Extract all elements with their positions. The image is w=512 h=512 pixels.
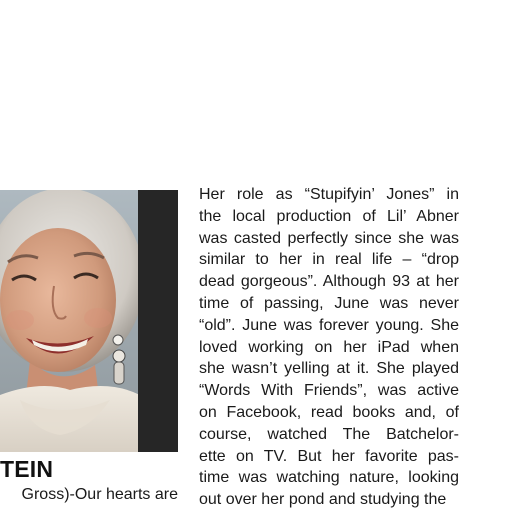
obituary-lead-text [0,484,178,506]
article-line-10: “Words With Friends”, was active [199,382,459,400]
photo-dark-frame [138,190,178,452]
article-line-11: on Facebook, read books and, of [199,403,459,421]
article-line-7: “old”. June was forever young. She [199,316,459,334]
article-line-4: similar to her in real life – “drop [199,251,459,269]
article-line-6: time of passing, June was never [199,294,459,312]
article-line-1: Her role as “Stupifyin’ Jones” in [199,186,459,203]
article-line-5: dead gorgeous”. Although 93 at her [199,273,459,291]
article-line-3: was casted perfectly since she was [199,229,459,247]
article-line-13: ette on TV. But her favorite pas- [199,447,459,465]
article-line-2: the local production of Lil’ Abner [199,207,459,225]
article-line-9: she wasn’t yelling at it. She played [199,360,459,378]
article-column [199,184,459,511]
article-line-8: loved working on her iPad when [199,338,459,356]
article-line-14: time was watching nature, looking [199,469,459,487]
article-line-15: out over her pond and studying the [199,491,447,509]
obituary-portrait-photo [0,190,140,452]
obituary-name-heading: TEIN [0,456,54,482]
article-line-12: course, watched The Batchelor- [199,425,459,443]
obituary-lead-line-1: Gross)-Our hearts are [21,486,178,503]
